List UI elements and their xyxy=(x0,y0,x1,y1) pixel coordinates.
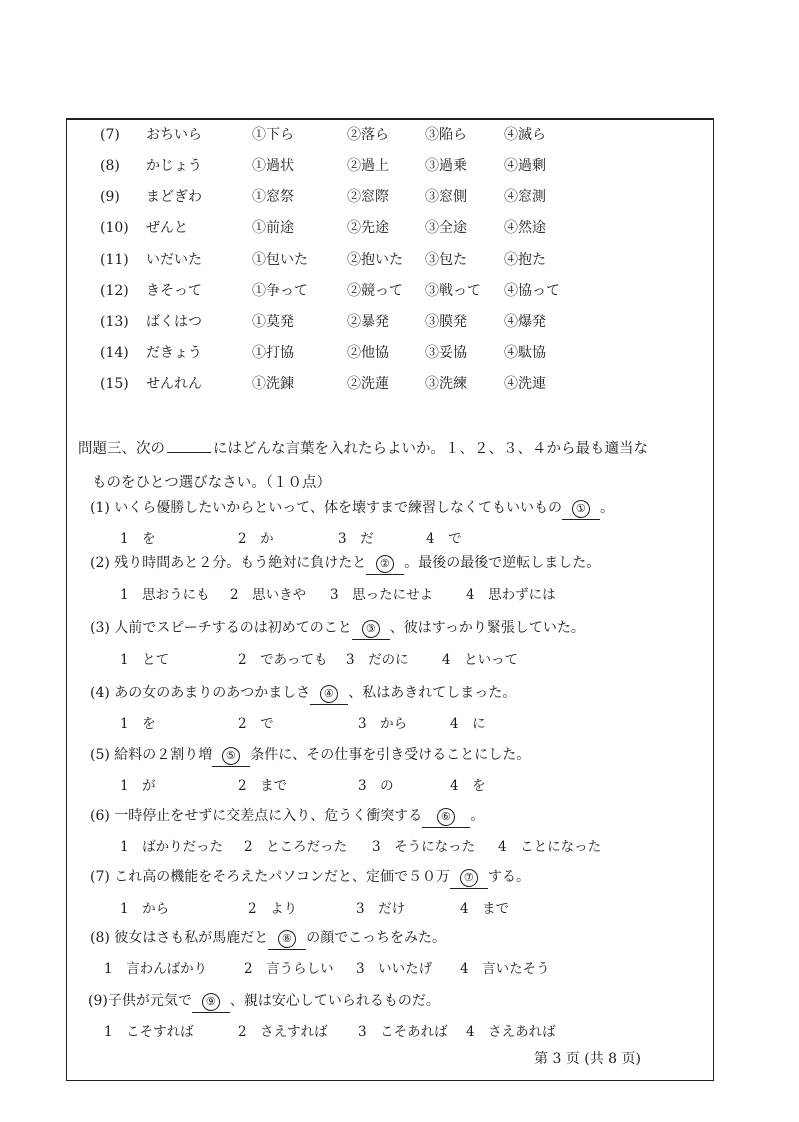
section3-title-line1: 問題三、次の にはどんな言葉を入れたらよいか。１、２、３、４から最も適当な xyxy=(78,432,708,466)
option-1: 1 とて xyxy=(120,652,170,668)
vocab-row-8 xyxy=(100,155,660,177)
vocab-row-10 xyxy=(100,217,660,239)
vocab-row-11 xyxy=(100,249,660,271)
option-4: ④過剰 xyxy=(504,158,546,174)
vocab-row-13 xyxy=(100,311,660,333)
option-4: 4 で xyxy=(426,531,462,547)
item-number: (15) xyxy=(100,376,129,392)
answer-blank xyxy=(422,805,470,828)
option-1: 1 が xyxy=(120,778,156,794)
option-3: 3 いいたげ xyxy=(356,961,433,977)
option-4: 4 ことになった xyxy=(498,839,602,855)
option-3: ③陥ら xyxy=(425,127,467,143)
answer-blank xyxy=(268,927,306,950)
question-3: (3) 人前でスピーチするのは初めてのこと ③ 、彼はすっかり緊張していた。 xyxy=(90,617,585,640)
answer-blank xyxy=(212,744,250,767)
vocab-row-15 xyxy=(100,373,660,395)
answer-blank xyxy=(450,866,488,889)
option-3: ③洗練 xyxy=(425,376,467,392)
item-number: (12) xyxy=(100,283,129,299)
option-2: ②競って xyxy=(347,283,403,299)
option-4: ④駄協 xyxy=(504,345,546,361)
option-3: ③包た xyxy=(425,252,467,268)
option-3: 3 の xyxy=(358,778,394,794)
section3-instructions xyxy=(78,432,708,500)
option-2: 2 で xyxy=(238,716,274,732)
item-number: (11) xyxy=(100,252,129,268)
option-1: ①前途 xyxy=(252,220,294,236)
option-1: 1 を xyxy=(120,531,156,547)
option-2: 2 思いきや xyxy=(230,587,307,603)
option-4: ④然途 xyxy=(504,220,546,236)
blank-underline xyxy=(167,438,211,453)
option-3: 3 だのに xyxy=(346,652,409,668)
reading: いだいた xyxy=(146,252,202,268)
option-3: 3 だけ xyxy=(356,901,406,917)
option-3: ③膜発 xyxy=(425,314,467,330)
option-2: 2 であっても xyxy=(238,652,328,668)
option-4: ④協って xyxy=(504,283,560,299)
option-1: ①包いた xyxy=(252,252,308,268)
option-4: 4 に xyxy=(450,716,486,732)
option-4: 4 を xyxy=(450,778,486,794)
option-1: 1 を xyxy=(120,716,156,732)
question-4: (4) あの女のあまりのあつかましさ ④ 、私はあきれてしまった。 xyxy=(90,682,516,705)
option-2: ②先途 xyxy=(347,220,389,236)
reading: かじょう xyxy=(146,158,202,174)
option-2: 2 言うらしい xyxy=(244,961,334,977)
item-number: (8) xyxy=(100,158,120,174)
answer-blank xyxy=(562,497,600,520)
option-1: ①下ら xyxy=(252,127,294,143)
handwritten-answer: ④ xyxy=(319,684,339,704)
reading: ばくはつ xyxy=(146,314,202,330)
option-3: 3 から xyxy=(358,716,408,732)
option-1: ①窓祭 xyxy=(252,189,294,205)
reading: おちいら xyxy=(146,127,202,143)
vocab-row-12 xyxy=(100,280,660,302)
question-6: (6) 一時停止をせずに交差点に入り、危うく衝突する ⑥ 。 xyxy=(90,805,484,828)
answer-blank xyxy=(310,682,348,705)
reading: きそって xyxy=(146,283,202,299)
handwritten-answer: ③ xyxy=(361,619,381,639)
item-number: (10) xyxy=(100,220,129,236)
option-2: ②落ら xyxy=(347,127,389,143)
question-7: (7) これ高の機能をそろえたパソコンだと、定価で５０万 ⑦ する。 xyxy=(90,866,530,889)
option-2: ②他協 xyxy=(347,345,389,361)
option-1: 1 こそすれば xyxy=(104,1024,194,1040)
handwritten-answer: ② xyxy=(375,554,395,574)
option-1: 1 ばかりだった xyxy=(120,839,224,855)
option-3: ③全途 xyxy=(425,220,467,236)
option-2: ②洗蓮 xyxy=(347,376,389,392)
option-4: ④洗連 xyxy=(504,376,546,392)
option-3: 3 こそあれば xyxy=(358,1024,448,1040)
option-2: 2 さえすれば xyxy=(238,1024,328,1040)
option-2: 2 か xyxy=(238,531,274,547)
option-1: 1 言わんばかり xyxy=(104,961,208,977)
option-3: ③妥協 xyxy=(425,345,467,361)
page-number: 第 3 页 (共 8 页) xyxy=(534,1051,641,1067)
option-3: ③戦って xyxy=(425,283,481,299)
option-4: 4 言いたそう xyxy=(460,961,550,977)
option-2: 2 ところだった xyxy=(244,839,348,855)
item-number: (9) xyxy=(100,189,120,205)
reading: ぜんと xyxy=(146,220,188,236)
item-number: (14) xyxy=(100,345,129,361)
option-2: 2 より xyxy=(248,901,298,917)
handwritten-answer: ⑧ xyxy=(277,929,297,949)
option-2: ②窓際 xyxy=(347,189,389,205)
option-3: ③過乗 xyxy=(425,158,467,174)
question-1: (1) いくら優勝したいからといって、体を壊すまで練習しなくてもいいもの ① 。 xyxy=(90,497,614,520)
option-1: ①洗錬 xyxy=(252,376,294,392)
item-number: (13) xyxy=(100,314,129,330)
option-4: ④窓測 xyxy=(504,189,546,205)
option-3: ③窓側 xyxy=(425,189,467,205)
answer-blank xyxy=(366,552,404,575)
item-number: (7) xyxy=(100,127,120,143)
option-2: ②抱いた xyxy=(347,252,403,268)
handwritten-answer: ⑥ xyxy=(436,807,456,827)
handwritten-answer: ① xyxy=(571,499,591,519)
question-2: (2) 残り時間あと２分。もう絶対に負けたと ② 。最後の最後で逆転しました。 xyxy=(90,552,600,575)
option-3: 3 思ったにせよ xyxy=(330,587,434,603)
option-1: 1 思おうにも xyxy=(120,587,210,603)
option-1: 1 から xyxy=(120,901,170,917)
option-2: ②暴発 xyxy=(347,314,389,330)
option-4: ④爆発 xyxy=(504,314,546,330)
option-1: ①打協 xyxy=(252,345,294,361)
option-4: ④滅ら xyxy=(504,127,546,143)
answer-blank xyxy=(192,990,230,1013)
option-3: 3 だ xyxy=(338,531,374,547)
handwritten-answer: ⑤ xyxy=(221,746,241,766)
answer-blank xyxy=(352,617,390,640)
reading: せんれん xyxy=(146,376,202,392)
vocab-row-14 xyxy=(100,342,660,364)
question-9: (9)子供が元気で ⑨ 、親は安心していられるものだ。 xyxy=(88,990,440,1013)
question-8: (8) 彼女はさも私が馬鹿だと ⑧ の顔でこっちをみた。 xyxy=(90,927,446,950)
option-2: ②過上 xyxy=(347,158,389,174)
option-1: ①争って xyxy=(252,283,308,299)
option-4: 4 思わずには xyxy=(466,587,556,603)
option-4: ④抱た xyxy=(504,252,546,268)
vocab-row-7 xyxy=(100,124,660,146)
question-5: (5) 給料の２割り増 ⑤ 条件に、その仕事を引き受けることにした。 xyxy=(90,744,530,767)
vocab-row-9 xyxy=(100,186,660,208)
option-1: ①莫発 xyxy=(252,314,294,330)
section3-title-line2: ものをひとつ選びなさい。（１０点） xyxy=(92,475,331,491)
option-3: 3 そうになった xyxy=(372,839,476,855)
handwritten-answer: ⑦ xyxy=(459,868,479,888)
reading: だきょう xyxy=(146,345,202,361)
option-1: ①過状 xyxy=(252,158,294,174)
option-4: 4 さえあれば xyxy=(466,1024,556,1040)
option-4: 4 まで xyxy=(460,901,510,917)
reading: まどぎわ xyxy=(146,189,202,205)
option-4: 4 といって xyxy=(442,652,519,668)
handwritten-answer: ⑨ xyxy=(201,992,221,1012)
option-2: 2 まで xyxy=(238,778,288,794)
